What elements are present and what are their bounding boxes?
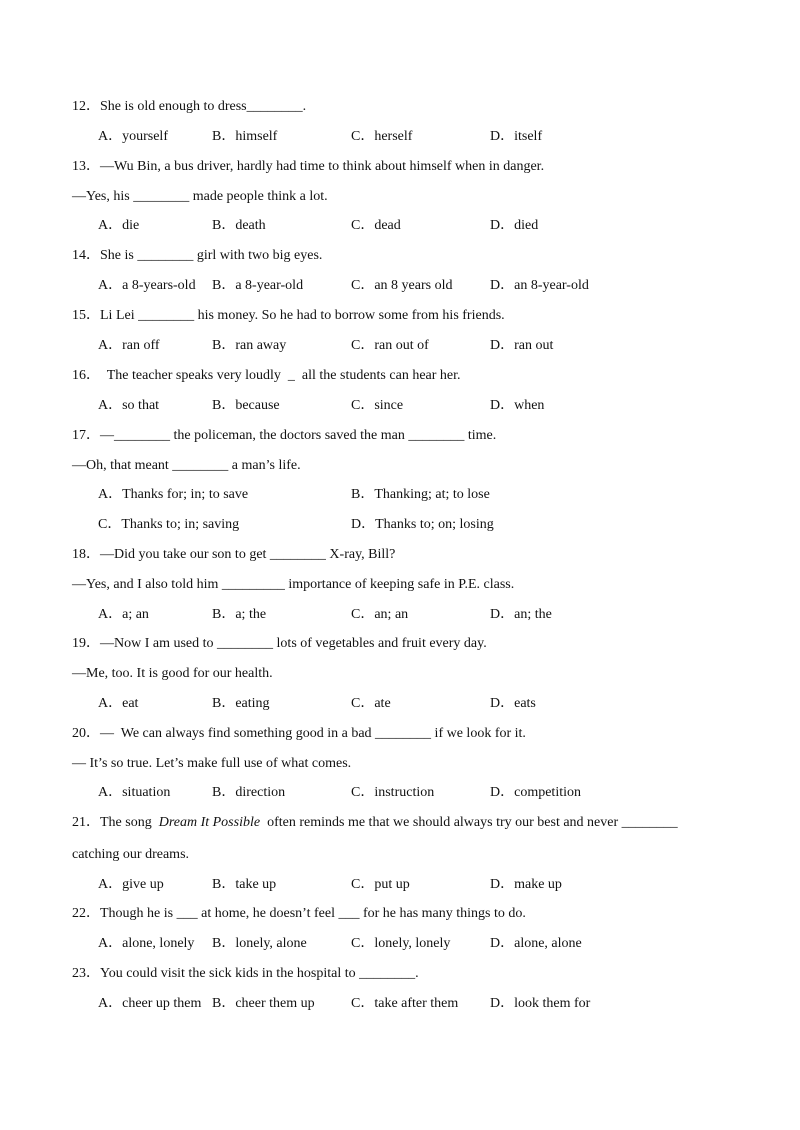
option-b: B．a 8-year-old (212, 278, 304, 293)
option-b: B．lonely, alone (212, 936, 307, 951)
question-17-options-row2 (98, 517, 758, 533)
option-a: A．a 8-years-old (98, 278, 196, 293)
option-c: C．dead (351, 218, 401, 233)
option-a: A．ran off (98, 338, 160, 353)
question-13-reply: —Yes, his ________ made people think a lot. (72, 189, 328, 204)
option-c: C．ran out of (351, 338, 429, 353)
option-c: C．instruction (351, 785, 435, 800)
question-19-stem: 19．—Now I am used to ________ lots of vegetables and fruit every day. (72, 636, 487, 651)
question-14-options (98, 278, 758, 294)
question-16-options (98, 398, 758, 414)
option-a: A．alone, lonely (98, 936, 195, 951)
option-b: B．himself (212, 129, 278, 144)
question-22-options (98, 936, 758, 952)
option-b: B．ran away (212, 338, 287, 353)
question-18-stem: 18．—Did you take our son to get ________ X-ray, Bill? (72, 547, 396, 562)
option-a: A．give up (98, 877, 164, 892)
question-21-options (98, 877, 758, 893)
option-c: C．Thanks to; in; saving (98, 517, 240, 532)
option-d: D．look them for (490, 996, 591, 1011)
question-20-stem: 20．— We can always find something good in a bad ________ if we look for it. (72, 726, 526, 741)
option-c: C．lonely, lonely (351, 936, 451, 951)
question-23-stem: 23．You could visit the sick kids in the hospital to ________. (72, 966, 419, 981)
option-d: D．itself (490, 129, 543, 144)
option-b: B．death (212, 218, 266, 233)
option-d: D．an; the (490, 607, 552, 622)
question-17-reply: —Oh, that meant ________ a man’s life. (72, 458, 301, 473)
option-b: B．a; the (212, 607, 267, 622)
option-a: A．a; an (98, 607, 149, 622)
option-a: A．so that (98, 398, 160, 413)
option-d: D．alone, alone (490, 936, 582, 951)
question-21-stem (72, 815, 678, 831)
question-14-stem: 14．She is ________ girl with two big eyes. (72, 248, 323, 263)
option-d: D．when (490, 398, 545, 413)
question-19-options (98, 696, 758, 712)
option-d: D．Thanks to; on; losing (351, 517, 494, 532)
question-13-options (98, 218, 758, 234)
option-d: D．make up (490, 877, 562, 892)
option-a: A．situation (98, 785, 171, 800)
option-d: D．died (490, 218, 539, 233)
option-d: D．competition (490, 785, 581, 800)
question-22-stem: 22．Though he is ___ at home, he doesn’t feel ___ for he has many things to do. (72, 906, 526, 921)
question-20-reply: — It’s so true. Let’s make full use of what comes. (72, 756, 352, 771)
question-23-options (98, 996, 758, 1012)
option-a: A．cheer up them (98, 996, 202, 1011)
option-b: B．cheer them up (212, 996, 315, 1011)
question-21-stem-start: 21．The song (72, 815, 159, 830)
question-12-options (98, 129, 758, 145)
question-12-stem: 12．She is old enough to dress________. (72, 99, 307, 114)
question-21-stem-continued: catching our dreams. (72, 847, 190, 862)
question-17-stem: 17．—________ the policeman, the doctors saved the man ________ time. (72, 428, 497, 443)
option-a: A．Thanks for; in; to save (98, 487, 249, 502)
option-d: D．an 8-year-old (490, 278, 589, 293)
option-a: A．yourself (98, 129, 168, 144)
question-15-stem: 15．Li Lei ________ his money. So he had to borrow some from his friends. (72, 308, 505, 323)
option-c: C．take after them (351, 996, 459, 1011)
question-13-stem: 13．—Wu Bin, a bus driver, hardly had time to think about himself when in danger. (72, 159, 545, 174)
question-19-reply: —Me, too. It is good for our health. (72, 666, 273, 681)
question-17-options-row1 (98, 487, 758, 503)
option-a: A．die (98, 218, 140, 233)
option-d: D．eats (490, 696, 536, 711)
question-15-options (98, 338, 758, 354)
option-c: C．ate (351, 696, 391, 711)
option-d: D．ran out (490, 338, 554, 353)
option-a: A．eat (98, 696, 139, 711)
question-20-options (98, 785, 758, 801)
song-title: Dream It Possible (158, 815, 261, 830)
question-16-stem: 16． The teacher speaks very loudly _ all the students can hear her. (72, 368, 461, 383)
option-b: B．take up (212, 877, 277, 892)
option-b: B．eating (212, 696, 270, 711)
option-c: C．herself (351, 129, 413, 144)
option-b: B．direction (212, 785, 286, 800)
option-b: B．Thanking; at; to lose (351, 487, 490, 502)
question-21-stem-end: often reminds me that we should always try our best and never ________ (260, 815, 678, 830)
option-c: C．an 8 years old (351, 278, 453, 293)
option-c: C．an; an (351, 607, 409, 622)
option-b: B．because (212, 398, 280, 413)
option-c: C．since (351, 398, 404, 413)
question-18-reply: —Yes, and I also told him _________ importance of keeping safe in P.E. class. (72, 577, 515, 592)
question-18-options (98, 607, 758, 623)
option-c: C．put up (351, 877, 410, 892)
